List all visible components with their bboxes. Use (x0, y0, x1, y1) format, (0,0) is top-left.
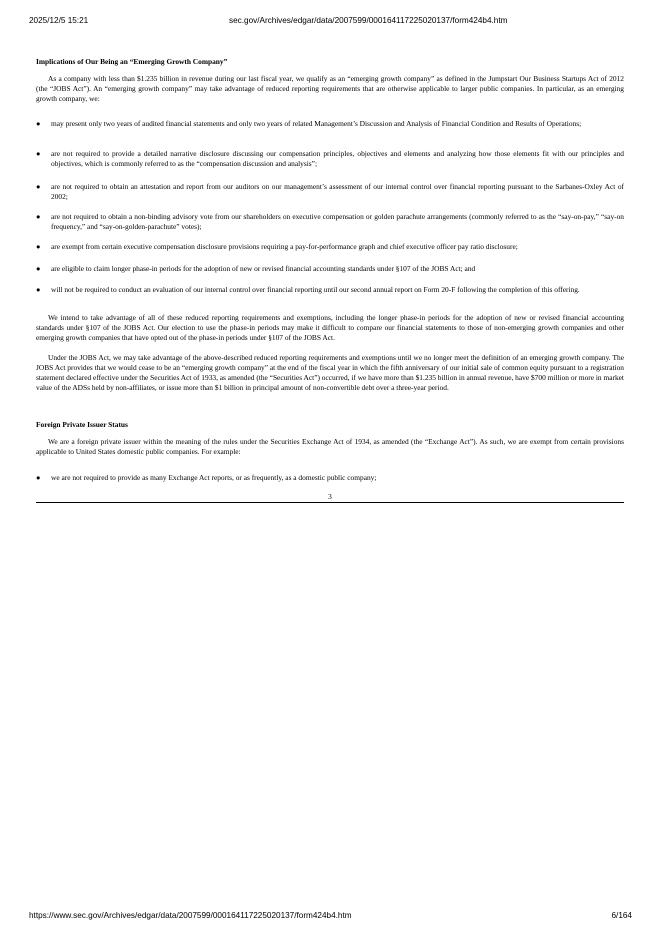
list-item-text: will not be required to conduct an evaluation of our internal control over financial reporting until our second annual report on Form 20-F following the completion of this offering. (51, 285, 580, 294)
list-item (36, 242, 624, 252)
list-item-text: are exempt from certain executive compensation disclosure provisions requiring a pay-for-performance graph and chief executive officer pay ratio disclosure; (51, 242, 518, 251)
list-item-text: are not required to provide a detailed narrative disclosure discussing our compensation principles, objectives and elements and analyzing how those elements fit with our principles and objectives, which is commonly referred to as the “compensation discussion and analysis”; (51, 149, 624, 168)
paragraph: We intend to take advantage of all of these reduced reporting requirements and exemptions, including the longer phase-in periods for the adoption of new or revised financial accounting standards under §107 of the JOBS Act. Our election to use the phase-in periods may make it difficult to compare our financial statements to those of non-emerging growth companies and other emerging growth companies that have opted out of the phase-in periods under §107 of the JOBS Act. (36, 313, 624, 342)
list-item (36, 182, 624, 202)
print-page-count: 6/164 (611, 911, 632, 920)
bullet-icon: ● (36, 119, 41, 128)
list-item-text: we are not required to provide as many Exchange Act reports, or as frequently, as a domestic public company; (51, 473, 377, 482)
print-datetime: 2025/12/5 15:21 (29, 16, 89, 25)
bullet-icon: ● (36, 149, 41, 158)
bullet-icon: ● (36, 242, 41, 251)
list-item-text: are not required to obtain an attestation and report from our auditors on our management’s assessment of our internal control over financial reporting pursuant to the Sarbanes-Oxley Act of 2002; (51, 182, 624, 201)
paragraph: We are a foreign private issuer within the meaning of the rules under the Securities Exchange Act of 1934, as amended (the “Exchange Act”). As such, we are exempt from certain provisions applicable to United States domestic public companies. For example: (36, 437, 624, 456)
list-item (36, 119, 624, 129)
paragraph: Under the JOBS Act, we may take advantage of the above-described reduced reporting requirements and exemptions until we no longer meet the definition of an emerging growth company. The JOBS Act provides that we would cease to be an “emerging growth company” at the end of the fiscal year in which the fifth anniversary of our initial sale of common equity pursuant to a registration statement declared effective under the Securities Act of 1933, as amended (the “Securities Act”) occurred, if we have more than $1.235 billion in annual revenue, have $700 million or more in market value of the ADSs held by non-affiliates, or issue more than $1 billion in principal amount of non-convertible debt over a three-year period. (36, 353, 624, 392)
list-item-text: may present only two years of audited financial statements and only two years of related Management’s Discussion and Analysis of Financial Condition and Results of Operations; (51, 119, 582, 128)
bullet-icon: ● (36, 473, 41, 482)
page-divider (36, 502, 624, 503)
bullet-icon: ● (36, 264, 41, 273)
list-item (36, 212, 624, 232)
bullet-icon: ● (36, 285, 41, 294)
bullet-icon: ● (36, 212, 41, 221)
list-item (36, 285, 624, 295)
heading-foreign-private-issuer: Foreign Private Issuer Status (36, 420, 128, 429)
list-item-text: are not required to obtain a non-binding advisory vote from our shareholders on executive compensation or golden parachute arrangements (commonly referred to as the “say-on-pay,” “say-on frequency,” and “say-on-golden-parachute” votes); (51, 212, 624, 231)
heading-emerging-growth: Implications of Our Being an “Emerging Growth Company” (36, 57, 228, 66)
print-title: sec.gov/Archives/edgar/data/2007599/000164117225020137/form424b4.htm (229, 16, 508, 25)
list-item (36, 473, 624, 483)
page-number: 3 (328, 492, 332, 501)
list-item-text: are eligible to claim longer phase-in periods for the adoption of new or revised financial accounting standards under §107 of the JOBS Act; and (51, 264, 476, 273)
paragraph: As a company with less than $1.235 billion in revenue during our last fiscal year, we qualify as an “emerging growth company” as defined in the Jumpstart Our Business Startups Act of 2012 (the “JOBS Act”). An “emerging growth company” may take advantage of reduced reporting requirements that are otherwise applicable to larger public companies. In particular, as an emerging growth company, we: (36, 74, 624, 103)
list-item (36, 264, 624, 274)
print-url: https://www.sec.gov/Archives/edgar/data/2007599/000164117225020137/form424b4.htm (29, 911, 352, 920)
bullet-icon: ● (36, 182, 41, 191)
list-item (36, 149, 624, 169)
